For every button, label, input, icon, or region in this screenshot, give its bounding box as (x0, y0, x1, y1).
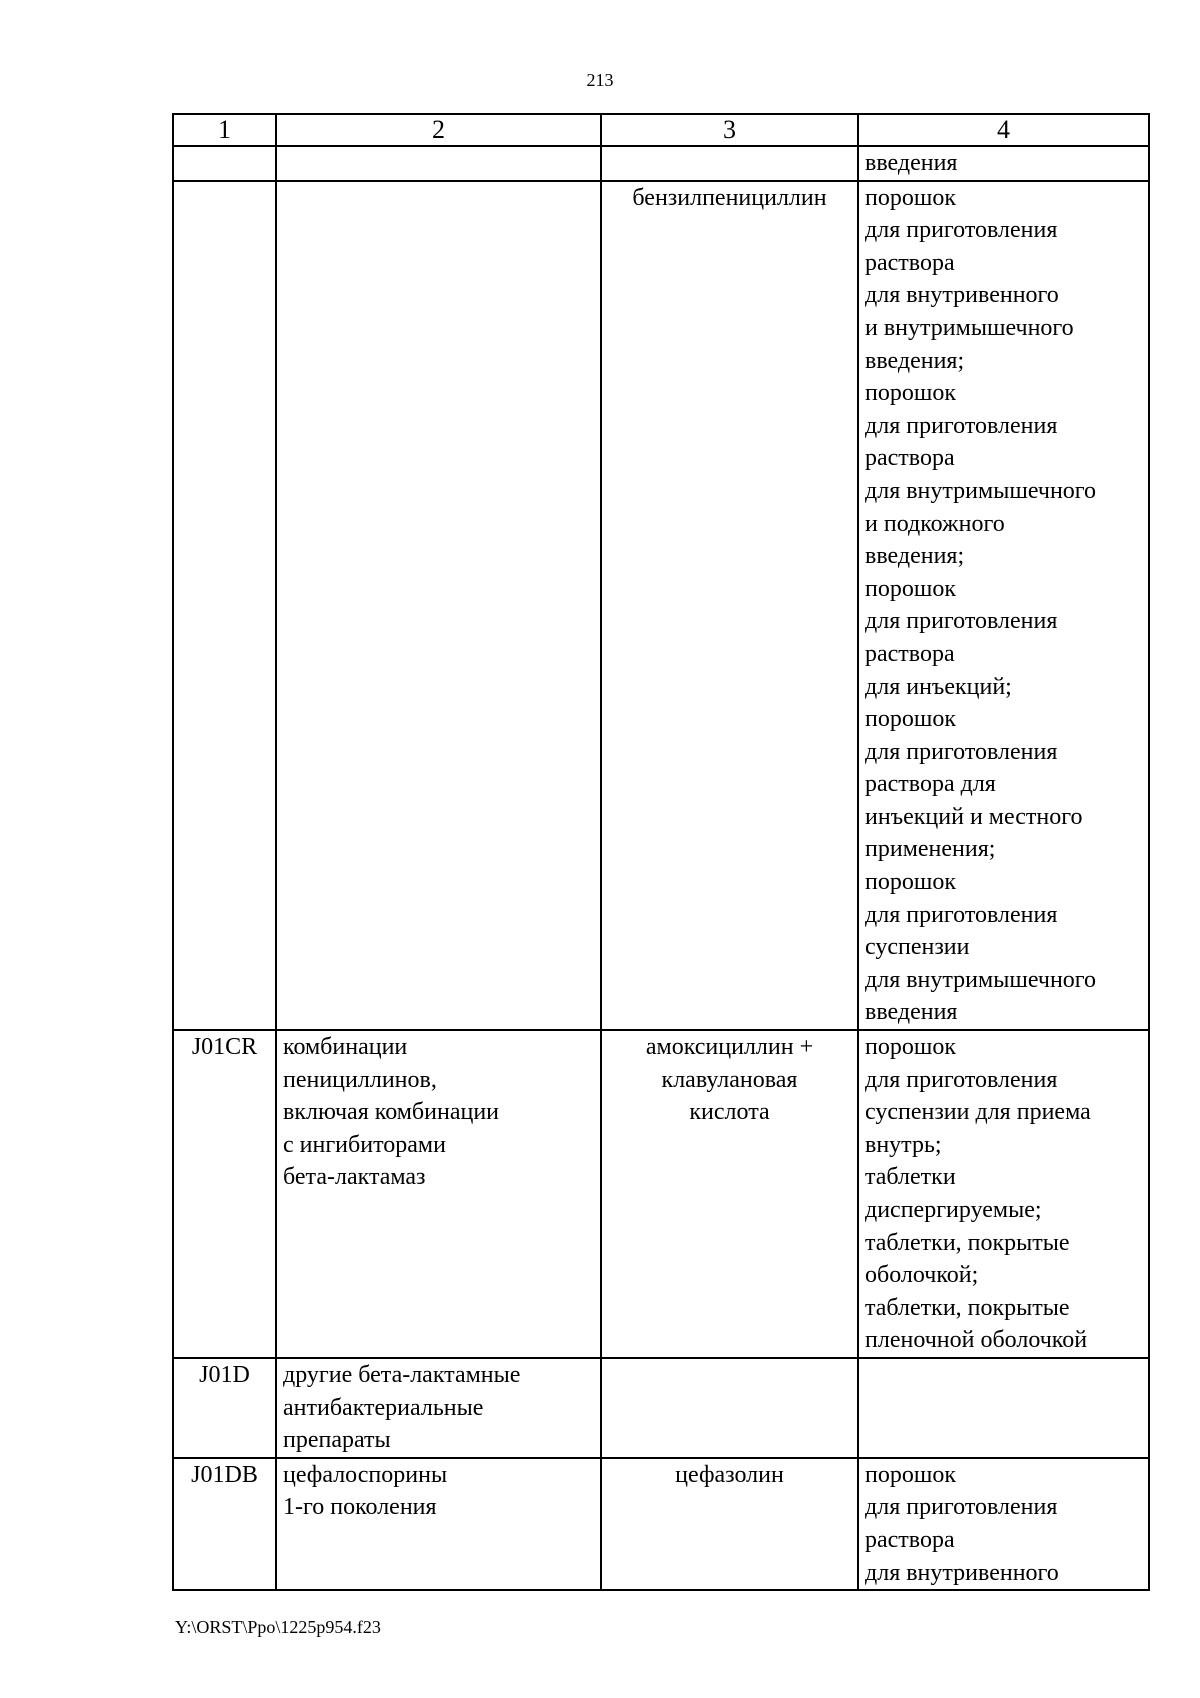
cell-text-line: кислота (689, 1099, 770, 1126)
cell-text-line: для инъекций; (865, 673, 1012, 700)
atc-code-cell (173, 146, 276, 181)
file-path-footer: Y:\ORST\Ppo\1225p954.f23 (175, 1617, 381, 1637)
cell-text-line: порошок (865, 869, 956, 896)
atc-code-cell (173, 181, 276, 1030)
cell-text-line: введения (865, 150, 958, 176)
table-row (173, 1458, 1149, 1590)
header-cell-4: 4 (858, 114, 1149, 146)
drug-name-cell (601, 146, 858, 181)
group-name-cell (276, 1358, 601, 1458)
cell-text-line: для внутримышечного (865, 966, 1097, 993)
cell-text-line: суспензии (865, 934, 970, 961)
table-row (173, 1358, 1149, 1458)
cell-text-line: пенициллинов, (283, 1066, 437, 1093)
column-number-header (173, 114, 1149, 146)
atc-code-cell: J01DB (173, 1458, 276, 1590)
cell-text-line: с ингибиторами (283, 1131, 446, 1158)
group-name-cell (276, 1030, 601, 1358)
header-cell-1: 1 (173, 114, 276, 146)
cell-text-line: порошок (865, 1034, 956, 1061)
cell-text-line: внутрь; (865, 1131, 942, 1158)
atc-code-cell: J01D (173, 1358, 276, 1458)
cell-text-line: таблетки, покрытые (865, 1294, 1070, 1321)
cell-text-line: для внутривенного (865, 282, 1059, 309)
cell-text-line: клавулановая (661, 1066, 798, 1093)
atc-code-cell: J01CR (173, 1030, 276, 1358)
cell-text-line: раствора (865, 249, 955, 276)
cell-text-line: цефазолин (675, 1461, 784, 1488)
cell-text-line: применения; (865, 836, 996, 863)
cell-text-line: порошок (865, 575, 956, 602)
cell-text-line: введения (865, 999, 958, 1026)
cell-text-line: цефалоспорины (283, 1461, 448, 1488)
cell-text-line: для приготовления (865, 901, 1058, 928)
cell-text-line: введения; (865, 347, 965, 374)
cell-text-line: таблетки (865, 1164, 956, 1191)
cell-text-line: порошок (865, 706, 956, 733)
dosage-forms-cell (858, 1458, 1149, 1590)
cell-text-line: для внутривенного (865, 1559, 1059, 1586)
cell-text-line: комбинации (283, 1034, 408, 1061)
cell-text-line: порошок (865, 184, 956, 211)
cell-text-line: бензилпенициллин (632, 184, 827, 211)
cell-text-line: порошок (865, 1461, 956, 1488)
cell-text-line: бета-лактамаз (283, 1164, 426, 1191)
drug-table (172, 113, 1150, 1591)
cell-text-line: для приготовления (865, 412, 1058, 439)
cell-text-line: таблетки, покрытые (865, 1229, 1070, 1256)
dosage-forms-cell (858, 1030, 1149, 1358)
cell-text-line: для приготовления (865, 608, 1058, 635)
group-name-cell (276, 146, 601, 181)
cell-text-line: 1-го поколения (283, 1494, 437, 1521)
cell-text-line: диспергируемые; (865, 1197, 1042, 1223)
cell-text-line: и подкожного (865, 510, 1005, 537)
cell-text-line: введения; (865, 543, 965, 570)
page-number: 213 (586, 70, 614, 90)
table-row (173, 146, 1149, 181)
table-row (173, 1030, 1149, 1358)
cell-text-line: для приготовления (865, 217, 1058, 244)
drug-name-cell (601, 1458, 858, 1590)
dosage-forms-cell (858, 146, 1149, 181)
cell-text-line: для внутримышечного (865, 477, 1097, 504)
cell-text-line: препараты (283, 1427, 391, 1454)
cell-text-line: включая комбинации (283, 1099, 499, 1126)
cell-text-line: раствора для (865, 771, 996, 798)
drug-name-cell (601, 1030, 858, 1358)
cell-text-line: антибактериальные (283, 1394, 484, 1421)
cell-text-line: другие бета-лактамные (283, 1361, 521, 1388)
cell-text-line: раствора (865, 1526, 955, 1553)
dosage-forms-cell (858, 181, 1149, 1030)
cell-text-line: для приготовления (865, 738, 1058, 765)
cell-text-line: оболочкой; (865, 1262, 979, 1289)
drug-name-cell (601, 1358, 858, 1458)
cell-text-line: порошок (865, 380, 956, 407)
dosage-forms-cell (858, 1358, 1149, 1458)
cell-text-line: для приготовления (865, 1066, 1058, 1093)
drug-name-cell (601, 181, 858, 1030)
header-cell-3: 3 (601, 114, 858, 146)
cell-text-line: и внутримышечного (865, 314, 1074, 341)
group-name-cell (276, 1458, 601, 1590)
table-row (173, 181, 1149, 1030)
cell-text-line: раствора (865, 640, 955, 667)
cell-text-line: инъекций и местного (865, 803, 1083, 830)
cell-text-line: пленочной оболочкой (865, 1327, 1088, 1354)
group-name-cell (276, 181, 601, 1030)
cell-text-line: раствора (865, 445, 955, 472)
cell-text-line: для приготовления (865, 1494, 1058, 1521)
cell-text-line: амоксициллин + (645, 1034, 814, 1061)
header-cell-2: 2 (276, 114, 601, 146)
cell-text-line: суспензии для приема (865, 1099, 1091, 1126)
